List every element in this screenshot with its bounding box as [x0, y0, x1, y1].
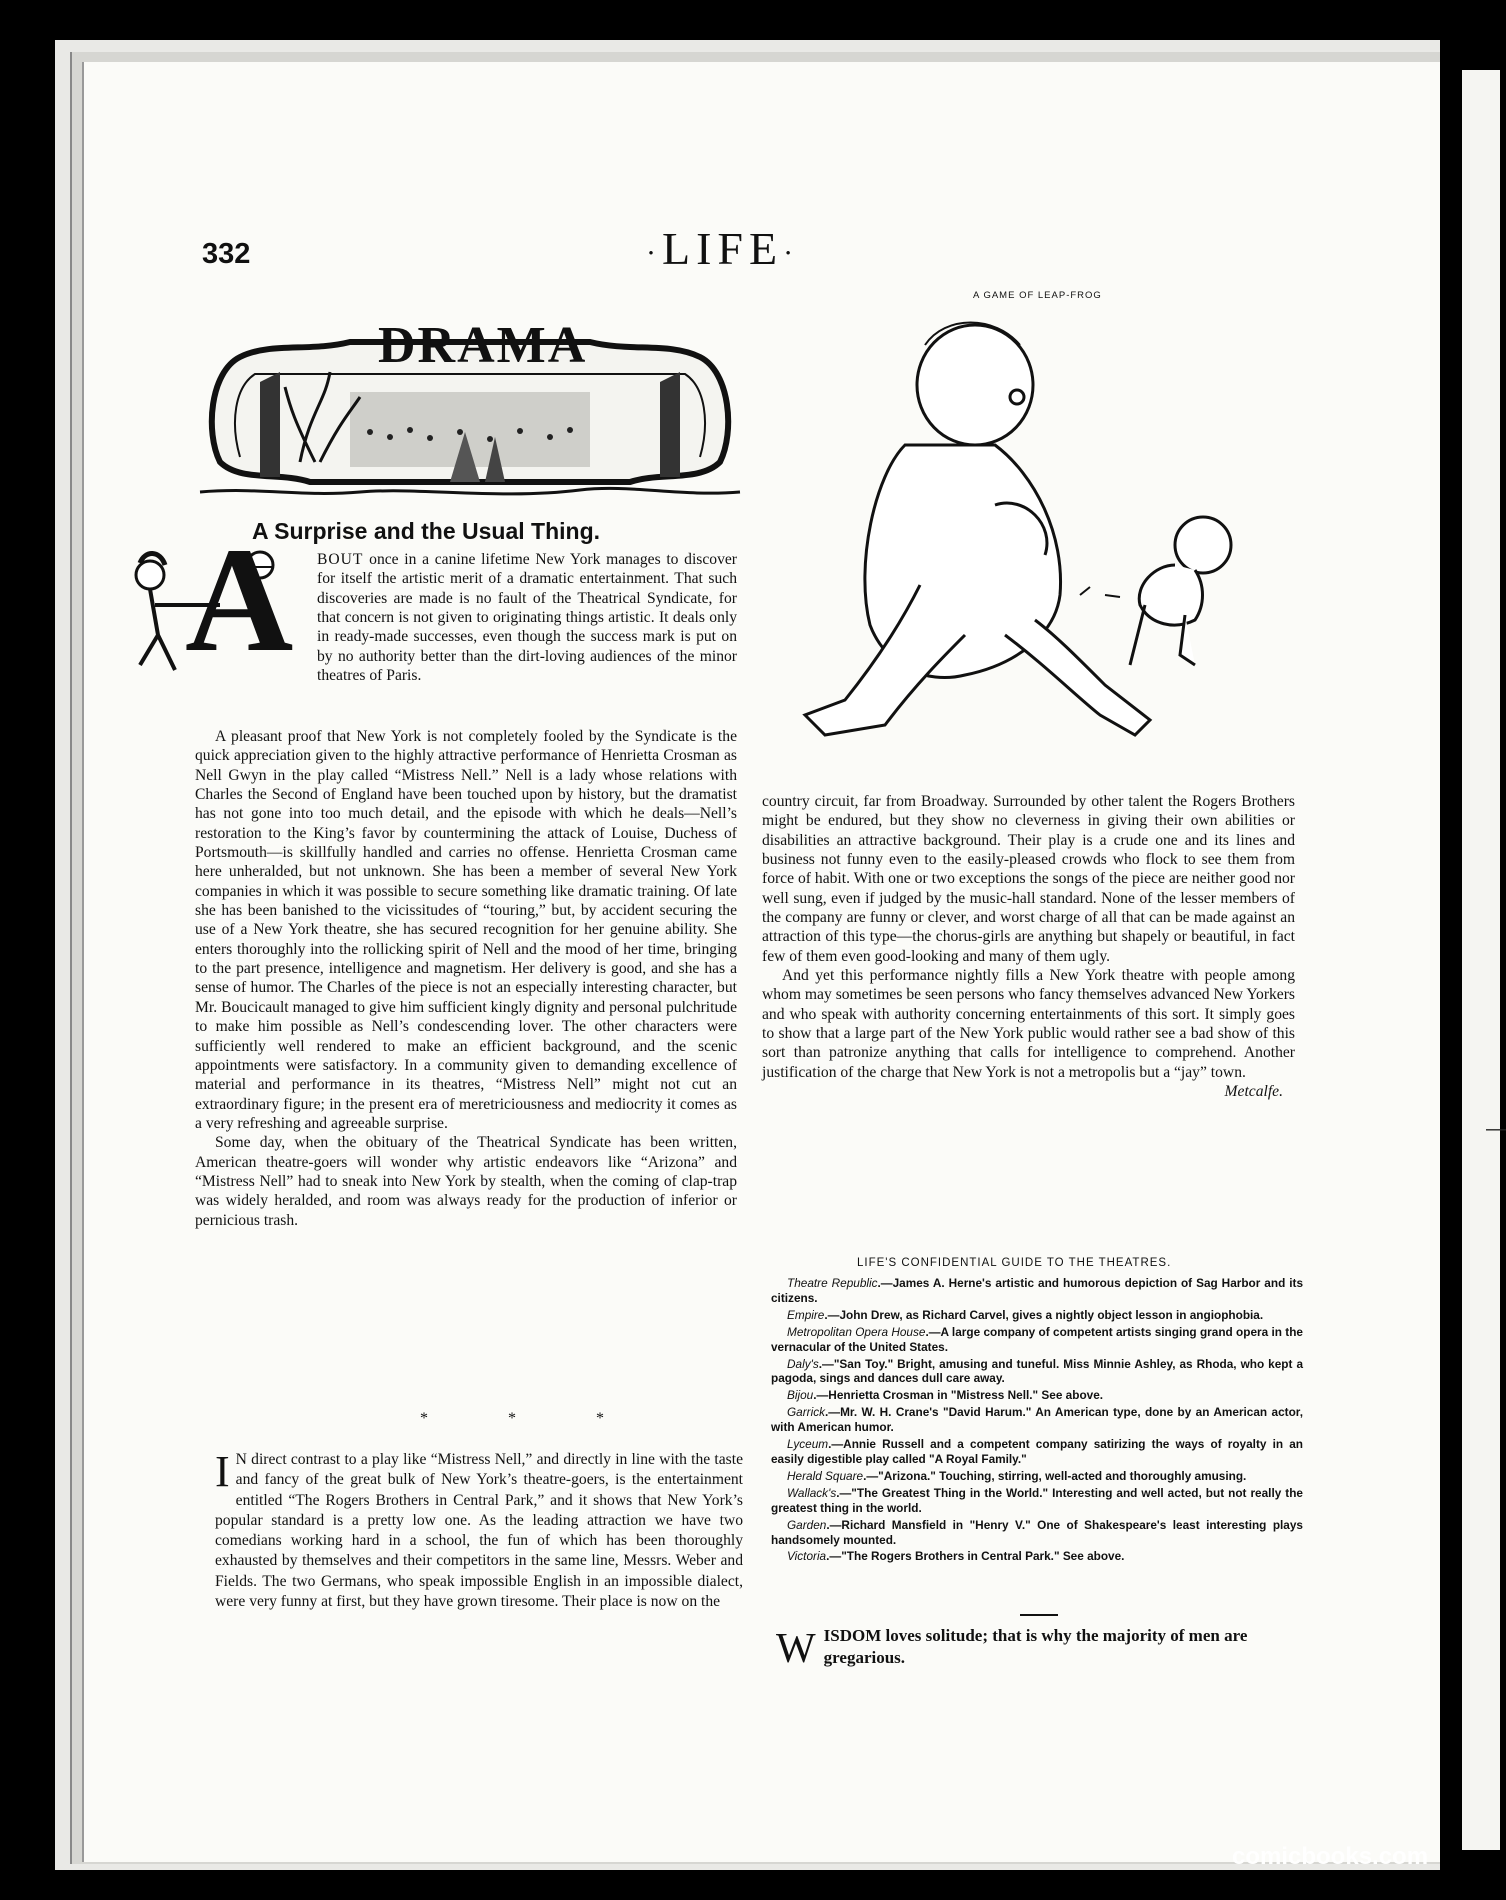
theatre-guide-title: LIFE'S CONFIDENTIAL GUIDE TO THE THEATRES. [857, 1257, 1172, 1269]
guide-entry: Theatre Republic.—James A. Herne's artistic and humorous depiction of Sag Harbor and its citizens. [771, 1276, 1304, 1305]
wisdom-quip [776, 1625, 1306, 1672]
guide-entry: Bijou.—Henrietta Crosman in "Mistress Nell." See above. [787, 1388, 1104, 1403]
book-spine [1440, 0, 1462, 1900]
article-para-1 [317, 550, 737, 685]
section-separator: * * * [420, 1410, 642, 1427]
wisdom-dropcap: W [776, 1626, 816, 1672]
section-2-text: N direct contrast to a play like “Mistress Nell,” and directly in line with the taste and fancy of the great bulk of New York’s theatre-goers, is the entertainment entitled “The Rogers Brothers in Central Park,” and it shows that New York’s popular standard is a pretty low one. As the leading attraction we have two comedians working hard in a school, the fun of which has been thoroughly exhausted by themselves and their competitors in the same line, Messrs. Weber and Fields. The two Germans, who speak impossible English in an impossible dialect, were very funny at first, but they have grown tiresome. Their place is now on the [215, 1451, 743, 1611]
guide-entry: Garrick.—Mr. W. H. Crane's "David Harum." An American type, done by an American actor, with American humor. [771, 1405, 1303, 1435]
guide-entry: Victoria.—"The Rogers Brothers in Central Park." See above. [787, 1549, 1125, 1564]
site-watermark: comicbooks.com [1232, 1843, 1429, 1870]
section-2-dropcap: I [215, 1447, 230, 1496]
illustration-caption: A GAME OF LEAP-FROG [973, 290, 1102, 301]
guide-entry: Herald Square.—"Arizona." Touching, stirring, well-acted and thoroughly amusing. [787, 1468, 1247, 1483]
guide-entry: Garden.—Richard Mansfield in "Henry V." One of Shakespeare's least interesting plays handsomely mounted. [771, 1517, 1303, 1547]
article-first-word: BOUT [317, 551, 364, 568]
guide-entry: Empire.—John Drew, as Richard Carvel, gives a nightly object lesson in angiophobia. [787, 1307, 1264, 1322]
article-column-2 [762, 792, 1295, 1102]
guide-entry: Lyceum.—Annie Russell and a competent company satirizing the ways of royalty in an easily digestible play called "A Royal Family." [771, 1437, 1303, 1466]
leap-frog-illustration [755, 305, 1295, 780]
next-page-edge [1462, 70, 1500, 1850]
article-signature: Metcalfe. [1224, 1083, 1283, 1101]
article-title: A Surprise and the Usual Thing. [252, 518, 601, 544]
dropcap-figure [130, 517, 310, 720]
page-number: 332 [202, 238, 251, 270]
article-para-1-text: once in a canine lifetime New York manages to discover for itself the artistic merit of a dramatic entertainment. That such discoveries are made is no fault of the Theatrical Syndicate, for that concern is not given to originating things artistic. It deals only in ready-made successes, even though the success mark is put on by no authority better than the dirt-loving audiences of the minor theatres of Paris. [317, 551, 737, 685]
drama-title: DRAMA [378, 317, 588, 374]
article-column-1 [195, 727, 737, 1230]
article-opening [317, 550, 737, 685]
guide-entry: Wallack's.—"The Greatest Thing in the World." Interesting and well acted, but not really the greatest thing in the world. [771, 1485, 1303, 1515]
dropcap-letter: A [185, 517, 294, 683]
article-col2-para-2: And yet this performance nightly fills a New York theatre with people among whom may sometimes be seen persons who fancy themselves advanced New Yorkers and who speak with authority concerning entertainments of this sort. It simply goes to show that a large part of the New York public would rather see a bad show of this sort than patronize anything that calls for intelligence to comprehend. Another justification of the charge that New York is not a metropolis but a “jay” town. [762, 967, 1295, 1081]
drama-header-ornament [200, 312, 740, 507]
next-page-mark: — [1486, 1118, 1506, 1140]
article-col2-para-1: country circuit, far from Broadway. Surrounded by other talent the Rogers Brothers might be endured, but they show no cleverness in giving their own abilities or disabilities an attractive background. Their play is a crude one and its lines and business not funny even to the easily-pleased crowds who flock to see them from force of habit. With one or two exceptions the songs of the piece are neither good nor well sung, even if judged by the music-hall standard. None of the lesser members of the company are funny or clever, and worst charge of all that can be made against an attraction of this type—the chorus-girls are anything but shapely or beautiful, in fact few of them even good-looking and many of them ugly. [762, 793, 1295, 965]
masthead-title: LIFE [662, 223, 784, 274]
guide-divider [1020, 1614, 1058, 1616]
leap-frog-drawing-icon [755, 305, 1295, 780]
article-section-2 [215, 1447, 743, 1612]
masthead: ·LIFE· [646, 223, 800, 274]
theatre-guide [771, 1276, 1303, 1566]
article-para-3: Some day, when the obituary of the Theatrical Syndicate has been written, American theatre-goers will wonder why artistic endeavors like “Arizona” and “Mistress Nell” had to sneak into New York by stealth, when the coming of clap-trap was widely heralded, and room was always ready for the production of inferior or pernicious trash. [195, 1134, 737, 1229]
wisdom-text: ISDOM loves solitude; that is why the majority of men are gregarious. [823, 1626, 1248, 1667]
guide-entry: Daly's.—"San Toy." Bright, amusing and tuneful. Miss Minnie Ashley, as Rhoda, who kept a pagoda, sings and dances dull care away. [771, 1356, 1303, 1386]
guide-entry: Metropolitan Opera House.—A large company of competent artists singing grand opera in the vernacular of the United States. [771, 1324, 1303, 1354]
article-para-2: A pleasant proof that New York is not completely fooled by the Syndicate is the quick appreciation given to the highly attractive performance of Henrietta Crosman as Nell Gwyn in the play called “Mistress Nell.” Nell is a lady whose relations with Charles the Second of England have been touched upon by history, but the dramatist has not gone into too much detail, and the episode with which he deals—Nell’s restoration to the King’s favor by countermining the attack of Louise, Duchess of Portsmouth—is skillfully handled and carries no offense. Henrietta Crosman came here unheralded, but not unknown. She has been a member of several New York companies in which it was possible to secure something like dramatic training. Of late she has been banished to the vicissitudes of “touring,” but, by accident securing the use of a New York theatre, she has secured recognition for her genuine ability. She enters thoroughly into the rollicking spirit of Nell and the mood of her time, bringing to the part presence, intelligence and magnetism. Her delivery is good, and she has a sense of humor. The Charles of the piece is not an especially interesting character, but Mr. Boucicault managed to give him sufficient kingly dignity and personal pulchritude to make him possible as Nell’s condescending lover. The other characters were sufficiently well rendered to make an efficient background, and the scenic appointments were satisfactory. In a community given to demanding excellence of material and performance in its theatres, “Mistress Nell” might not cut an extraordinary figure; in the present era of meretriciousness and mediocrity it comes as a very refreshing and agreeable surprise. [195, 728, 737, 1132]
